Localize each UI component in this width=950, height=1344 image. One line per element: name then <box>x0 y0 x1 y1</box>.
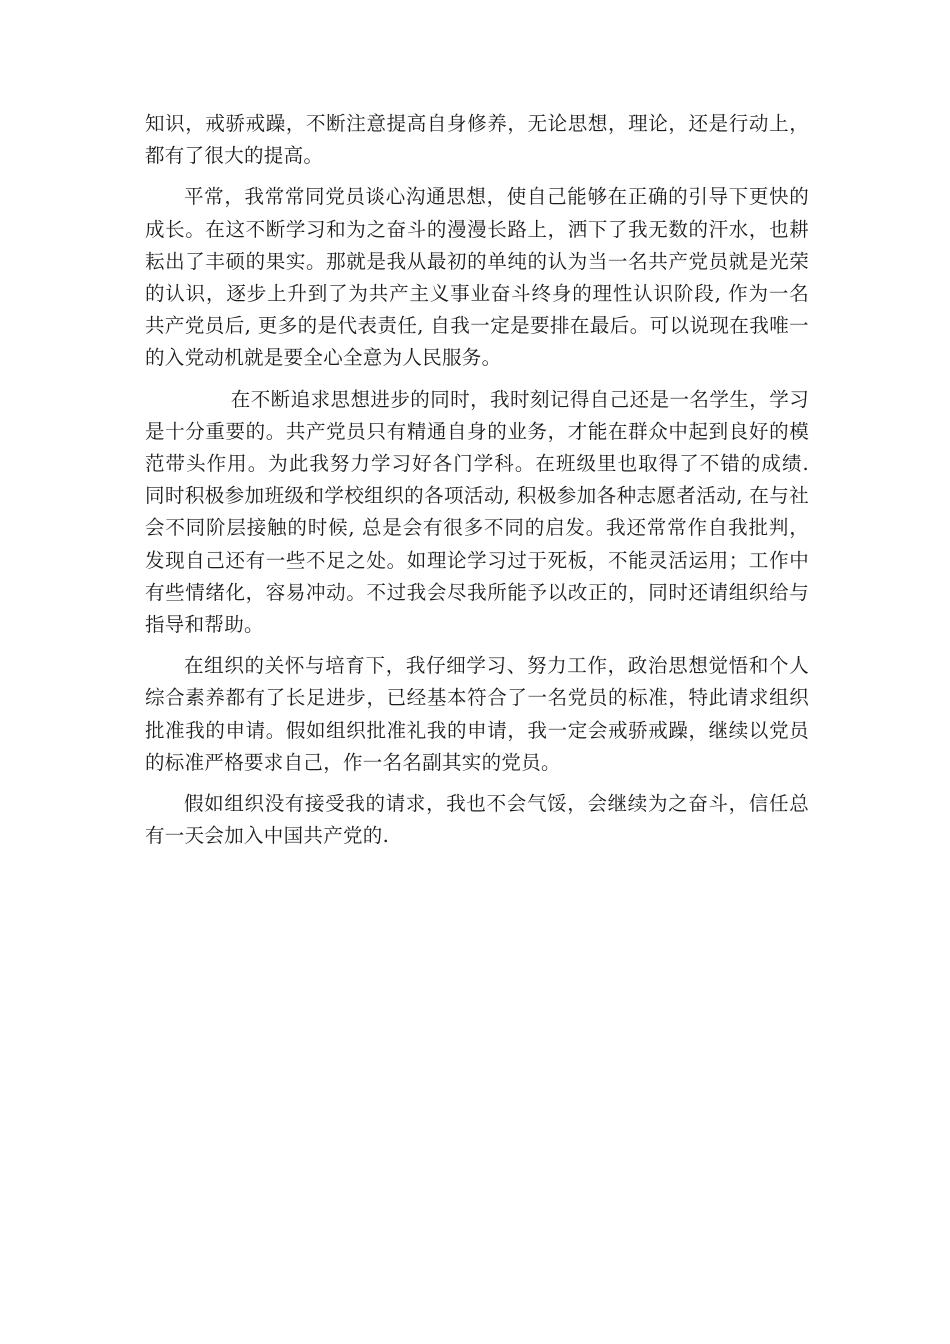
paragraph-5: 假如组织没有接受我的请求，我也不会气馁，会继续为之奋斗，信任总有一天会加入中国共产党的. <box>145 792 809 848</box>
paragraph-1: 知识，戒骄戒躁，不断注意提高自身修养，无论思想，理论，还是行动上，都有了很大的提高。 <box>145 112 809 168</box>
paragraph-2: 平常，我常常同党员谈心沟通思想，使自己能够在正确的引导下更快的成长。在这不断学习和为之奋斗的漫漫长路上，洒下了我无数的汗水，也耕耘出了丰硕的果实。那就是我从最初的单纯的认为当一名共产党员就是光荣的认识，逐步上升到了为共产主义事业奋斗终身的理性认识阶段, 作为一名共产党员后, 更多的是代表责任, 自我一定是要排在最后。可以说现在我唯一的入党动机就是要全心全意为人民服务。 <box>145 185 809 370</box>
paragraph-4: 在组织的关怀与培育下，我仔细学习、努力工作，政治思想觉悟和个人综合素养都有了长足进步，已经基本符合了一名党员的标准，特此请求组织批准我的申请。假如组织批准礼我的申请，我一定会戒骄戒躁，继续以党员的标准严格要求自己，作一名名副其实的党员。 <box>145 654 809 774</box>
document-body <box>145 108 809 861</box>
paragraph-3: 在不断追求思想进步的同时，我时刻记得自己还是一名学生，学习是十分重要的。共产党员只有精通自身的业务，才能在群众中起到良好的模范带头作用。为此我努力学习好各门学科。在班级里也取得了不错的成绩. 同时积极参加班级和学校组织的各项活动, 积极参加各种志愿者活动, 在与社会不同阶层接触的时候, 总是会有很多不同的启发。我还常常作自我批判，发现自己还有一些不足之处。如理论学习过于死板，不能灵活运用；工作中有些情绪化，容易冲动。不过我会尽我所能予以改正的，同时还请组织给与指导和帮助。 <box>145 387 809 637</box>
